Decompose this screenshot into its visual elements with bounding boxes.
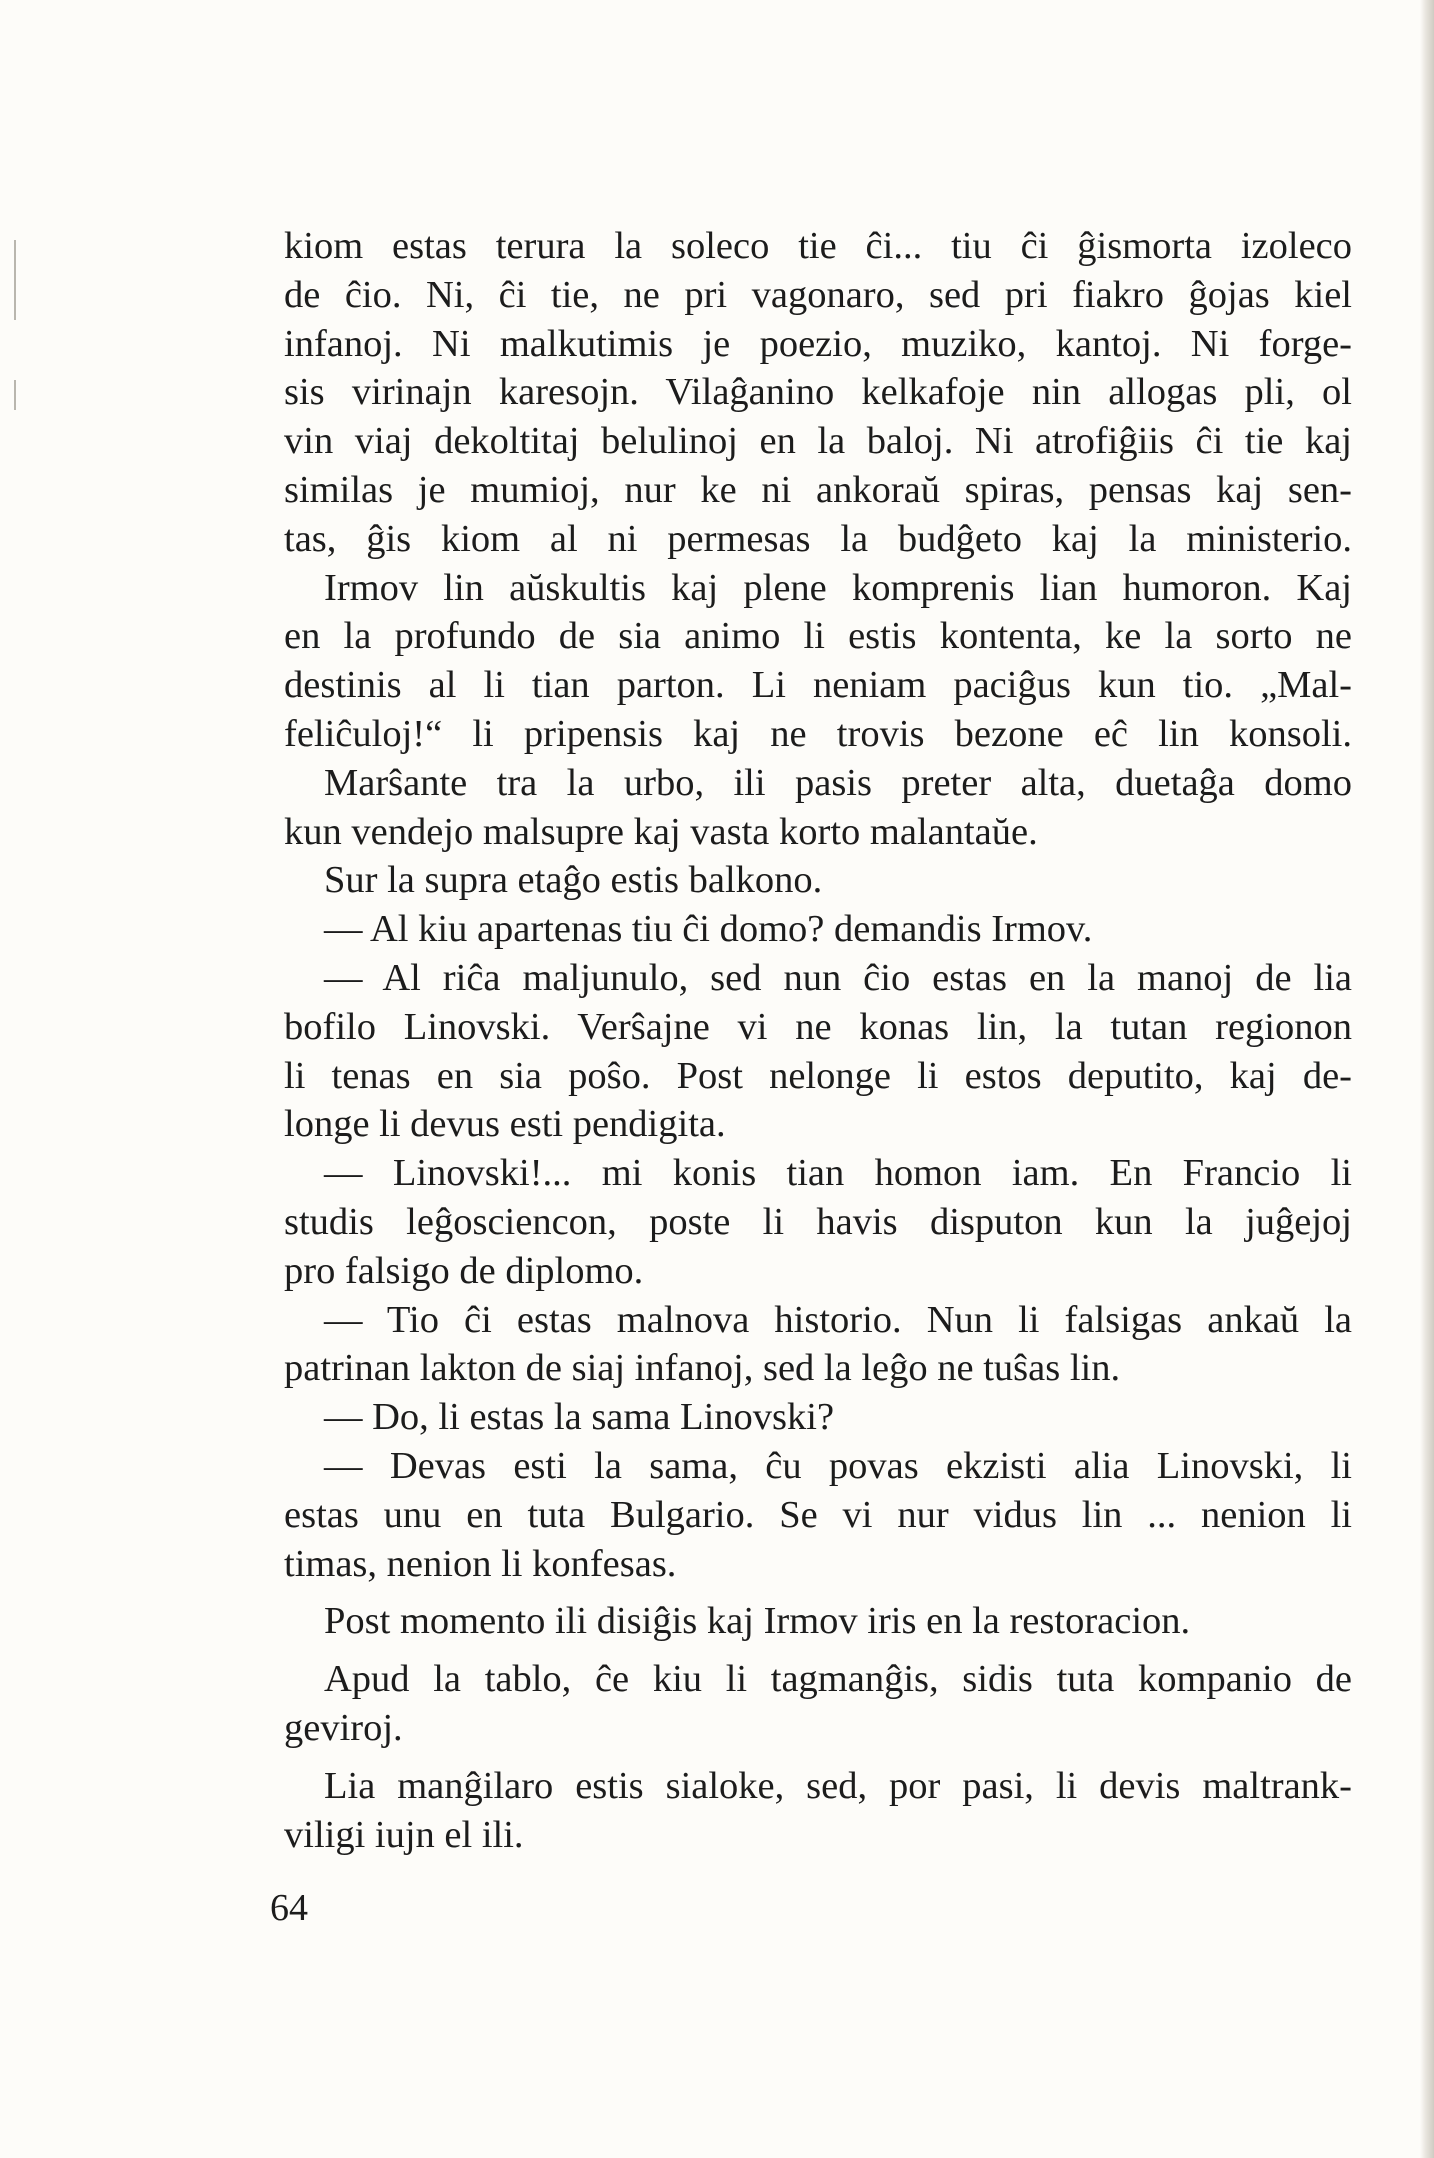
paragraph-13 bbox=[284, 1762, 1352, 1860]
text-line: kiom estas terura la soleco tie ĉi... tiu ĉi ĝismorta izoleco bbox=[284, 225, 1352, 267]
text-line: Irmov lin aŭskultis kaj plene komprenis lian humoron. Kaj bbox=[324, 566, 1352, 609]
paragraph-3 bbox=[284, 759, 1352, 857]
text-line: similas je mumioj, nur ke ni ankoraŭ spiras, pensas kaj sen- bbox=[284, 468, 1352, 511]
page-number: 64 bbox=[270, 1887, 308, 1929]
scan-margin-mark bbox=[14, 240, 16, 320]
text-line: estas unu en tuta Bulgario. Se vi nur vidus lin ... nenion li bbox=[284, 1493, 1352, 1536]
text-line: — Do, li estas la sama Linovski? bbox=[324, 1396, 835, 1439]
text-line: studis leĝosciencon, poste li havis disputon kun la juĝejoj bbox=[284, 1200, 1352, 1243]
text-line: infanoj. Ni malkutimis je poezio, muziko, kantoj. Ni forge- bbox=[284, 322, 1352, 365]
page-edge-shadow bbox=[1420, 0, 1434, 2158]
text-line: longe li devus esti pendigita. bbox=[284, 1103, 726, 1146]
paragraph-11 bbox=[284, 1597, 1352, 1646]
body-text bbox=[284, 222, 1352, 1859]
paragraph-8 bbox=[284, 1296, 1352, 1394]
paragraph-12 bbox=[284, 1655, 1352, 1753]
text-line: — Al kiu apartenas tiu ĉi domo? demandis Irmov. bbox=[324, 908, 1093, 951]
text-line: de ĉio. Ni, ĉi tie, ne pri vagonaro, sed pri fiakro ĝojas kiel bbox=[284, 273, 1352, 316]
text-line: — Devas esti la sama, ĉu povas ekzisti alia Linovski, li bbox=[324, 1444, 1352, 1487]
text-line: en la profundo de sia animo li estis kontenta, ke la sorto ne bbox=[284, 615, 1352, 658]
text-line: bofilo Linovski. Verŝajne vi ne konas lin, la tutan regionon bbox=[284, 1005, 1352, 1048]
paragraph-5 bbox=[284, 905, 1352, 954]
text-line: feliĉuloj!“ li pripensis kaj ne trovis bezone eĉ lin konsoli. bbox=[284, 712, 1352, 755]
text-line: — Tio ĉi estas malnova historio. Nun li falsigas ankaŭ la bbox=[324, 1298, 1352, 1341]
text-line: li tenas en sia poŝo. Post nelonge li estos deputito, kaj de- bbox=[284, 1054, 1352, 1097]
text-line: pro falsigo de diplomo. bbox=[284, 1249, 644, 1292]
scan-margin-mark bbox=[14, 380, 16, 410]
text-line: Apud la tablo, ĉe kiu li tagmanĝis, sidis tuta kompanio de bbox=[324, 1658, 1352, 1701]
paragraph-2 bbox=[284, 564, 1352, 759]
paragraph-7 bbox=[284, 1149, 1352, 1295]
text-line: Sur la supra etaĝo estis balkono. bbox=[324, 859, 823, 902]
text-line: Lia manĝilaro estis sialoke, sed, por pasi, li devis maltrank- bbox=[324, 1764, 1352, 1807]
text-line: — Al riĉa maljunulo, sed nun ĉio estas en la manoj de lia bbox=[324, 956, 1352, 999]
text-line: geviroj. bbox=[284, 1706, 403, 1749]
paragraph-9 bbox=[284, 1393, 1352, 1442]
text-line: destinis al li tian parton. Li neniam paciĝus kun tio. „Mal- bbox=[284, 664, 1352, 707]
text-line: Post momento ili disiĝis kaj Irmov iris en la restoracion. bbox=[324, 1600, 1191, 1643]
text-line: patrinan lakton de siaj infanoj, sed la leĝo ne tuŝas lin. bbox=[284, 1347, 1121, 1390]
text-line: kun vendejo malsupre kaj vasta korto malantaŭe. bbox=[284, 810, 1038, 853]
text-line: tas, ĝis kiom al ni permesas la budĝeto kaj la ministerio. bbox=[284, 517, 1352, 560]
paragraph-1 bbox=[284, 222, 1352, 564]
text-line: vin viaj dekoltitaj belulinoj en la baloj. Ni atrofiĝiis ĉi tie kaj bbox=[284, 420, 1352, 463]
paragraph-4 bbox=[284, 856, 1352, 905]
paragraph-6 bbox=[284, 954, 1352, 1149]
text-line: sis virinajn karesojn. Vilaĝanino kelkafoje nin allogas pli, ol bbox=[284, 371, 1352, 414]
text-line: Marŝante tra la urbo, ili pasis preter alta, duetaĝa domo bbox=[324, 761, 1352, 804]
text-line: viligi iujn el ili. bbox=[284, 1813, 524, 1856]
text-line: timas, nenion li konfesas. bbox=[284, 1542, 677, 1585]
paragraph-10 bbox=[284, 1442, 1352, 1588]
text-line: — Linovski!... mi konis tian homon iam. En Francio li bbox=[324, 1152, 1352, 1195]
